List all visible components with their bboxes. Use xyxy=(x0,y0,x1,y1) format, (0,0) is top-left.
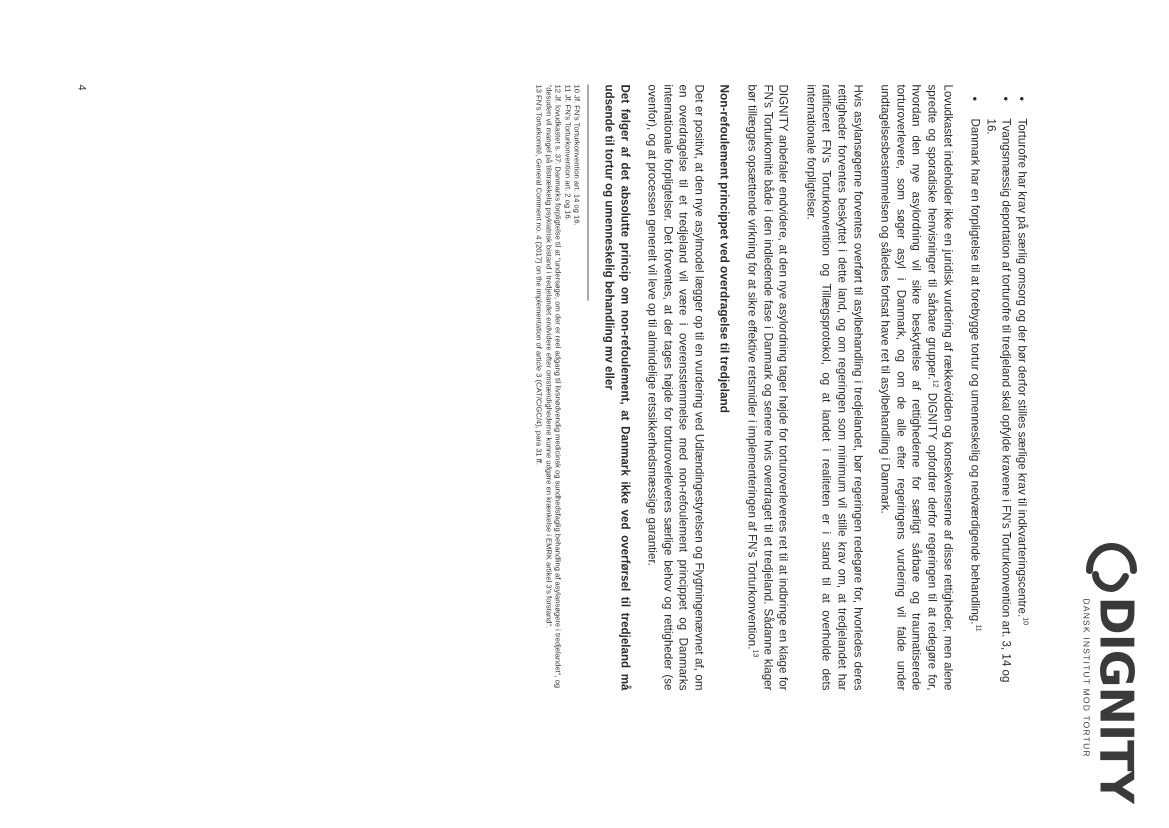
footnote-ref: 10 xyxy=(1020,616,1028,625)
dignity-logo xyxy=(1071,540,1143,803)
dignity-mark-icon xyxy=(1083,540,1139,596)
body-paragraph: Det er positivt, at den nye asylmodel lægger op til en vurdering ved Udlændingestyrelsen og Flygtningenævnet af, om en overdragelse til et tredjeland vil være i overensstemmelse med non-refoulement princippet og Danmarks internationale forpligtelser. Det forventes, at der tages højde for torturoverleveres særlige behov og rettigheder (se ovenfor), og at processen generelt vil leve op til almindelige retssikkerhedsmæssige garantier. xyxy=(645,84,705,690)
bullet-text: Torturofre har krav på særlig omsorg og der bør derfor stilles særlige krav til indkvarteringscentre. xyxy=(1015,118,1028,617)
bullet-item xyxy=(967,84,983,690)
logo-wordmark: DIGNITY xyxy=(1089,596,1143,803)
document-body xyxy=(533,84,1029,690)
footnote: 12 Jf. lovudkastet s. 37: Danmarks forpligtelse til at "undersøge, om der er reel adgang til livsnødvendig medicinsk og sundhedsfaglig behandling af asylansøgere i tredjelandet", og "desuden vil mangel på tilstrækkelig psykiatrisk bistand i tredjelandet endvidere efter omstændighederne kunne udgøre en krænkelse i EMRK artikel 3's forstand". xyxy=(543,84,563,688)
bullet-dot: • xyxy=(967,96,983,101)
bullet-dot: • xyxy=(1014,96,1029,101)
page-number: 4 xyxy=(75,84,87,91)
bullet-text: Danmark har en forpligtelse til at forebygge tortur og umenneskelig og nedværdigende behandling. xyxy=(968,118,982,624)
footnote: 10 Jf. FN's Torturkonvention art. 14 og 16. xyxy=(572,84,582,226)
logo-tagline: DANSK INSTITUT MOD TORTUR xyxy=(1081,598,1091,758)
footnote-divider xyxy=(587,84,588,300)
footnote-ref: 11 xyxy=(974,623,982,632)
bullet-item xyxy=(982,84,1013,690)
body-paragraph: Lovudkastet indeholder ikke en juridisk vurdering af rækkevidden og konsekvenserne af disse rettigheder, men alene spredte og sporadiske henvisninger til sårbare grupper.$^{12}$ DIGNITY opfordrer derfor regeringen til at redegøre for, hvordan den nye asylordning vil sikre beskyttelse af rettighederne for særligt sårbare og traumatiserede torturoverlevere, som søger asyl i Danmark, og om de alle efter regeringens vurdering vil falde under undtagelsesbestemmelsen og således fortsat have ret til asylbehandling i Danmark. xyxy=(878,84,954,690)
footnote: 11 Jf. FN's Torturkonvention art. 2 og 16. xyxy=(562,84,572,221)
footnote-ref: 12 xyxy=(930,379,938,388)
body-paragraph: DIGNITY anbefaler endvidere, at den nye asylordning tager højde for torturoverleveres ret til at indbringe en klage for FN's Torturkomité både i den indledende fase i Danmark og senere hvis overdraget til et tredjeland. Sådanne klager bør tillægges opsættende virkning for at sikre effektive retsmidler i implementeringen af FN's Torturkonvention.$^{13}$ xyxy=(745,84,790,690)
bullet-text: Tvangsmæssig deportation af torturofre til tredjeland skal opfylde kravene i FN's Torturkonvention art. 3, 14 og 16. xyxy=(983,118,1013,682)
bullet-list xyxy=(967,84,1029,690)
footnotes xyxy=(533,84,581,690)
footnote-ref: 13 xyxy=(750,648,758,657)
section-heading: Non-refoulement princippet ved overdragelse til tredjeland xyxy=(717,84,732,413)
bullet-dot: • xyxy=(998,96,1014,101)
body-paragraph: Hvis asylansøgerne forventes overført til asylbehandling i tredjelandet, bør regeringen redegøre for, hvorledes deres rettigheder forventes beskyttet i dette land, og om regeringen som minimum vil stille krav om, at tredjelandet har ratificeret FN's Torturkonvention og Tillægsprotokol, og at landet i realiteten er i stand til at overholde dets internationale forpligtelser. xyxy=(803,84,864,690)
body-paragraph-bold: Det følger af det absolutte princip om non-refoulement, at Danmark ikke ved overførsel til tredjeland må udsende til tortur og umenneskelig behandling mv eller xyxy=(601,84,631,690)
bullet-item xyxy=(1013,84,1029,690)
footnote: 13 FN's Torturkomité, General Comment no. 4 (2017) on the implementation of article 3 (CAT/C/GC/4), para 31 ff. xyxy=(533,84,543,465)
